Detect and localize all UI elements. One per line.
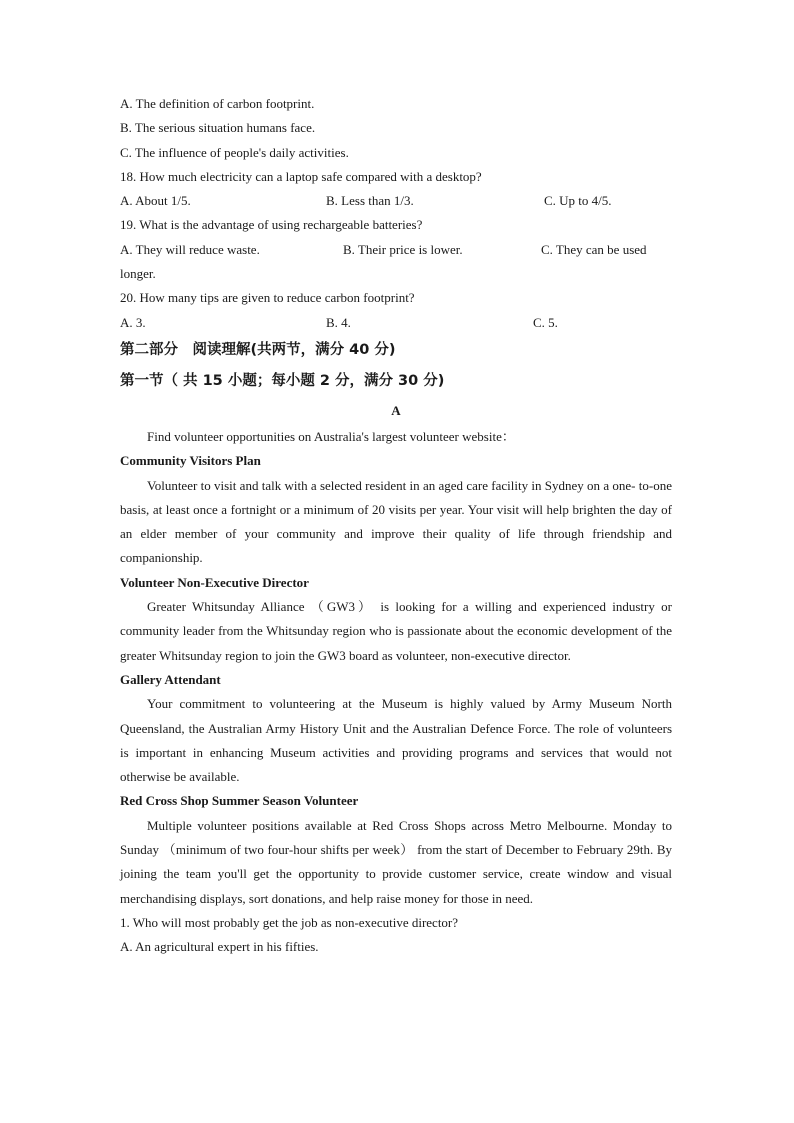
q18-option-b: B. Less than 1/3. <box>326 193 414 209</box>
q19-option-a: A. They will reduce waste. <box>120 241 260 257</box>
item-title-red-cross-shop: Red Cross Shop Summer Season Volunteer <box>120 793 359 809</box>
q17-option-c: C. The influence of people's daily activities. <box>120 144 349 160</box>
document-page <box>120 92 672 960</box>
q18-question: 18. How much electricity can a laptop safe compared with a desktop? <box>120 168 482 184</box>
q19-option-c: C. They can be used <box>541 241 647 257</box>
q19-options <box>120 238 672 262</box>
item-body-community-visitors: Volunteer to visit and talk with a selected resident in an aged care facility in Sydney on a one- to-one basis, at least once a fortnight or a minimum of 20 visits per year. Your visit will help brighten the day of an elder member of your community and improve their quality of life through friendship and companionship. <box>120 477 672 566</box>
item-title-gallery-attendant: Gallery Attendant <box>120 671 221 687</box>
q20-option-c: C. 5. <box>533 314 558 330</box>
q19-question: 19. What is the advantage of using rechargeable batteries? <box>120 217 423 233</box>
item-body-gallery-attendant: Your commitment to volunteering at the Museum is highly valued by Army Museum North Queensland, the Australian Army History Unit and the Australian Defence Force. The role of volunteers is important in enhancing Museum activities and providing programs and services that would not otherwise be available. <box>120 696 672 785</box>
section1-heading: 第一节（ 共 15 小题；每小题 2 分，满分 30 分) <box>120 372 445 389</box>
part2-heading: 第二部分 阅读理解(共两节，满分 40 分) <box>120 341 396 358</box>
q18-option-a: A. About 1/5. <box>120 193 191 209</box>
q19-option-b: B. Their price is lower. <box>343 241 463 257</box>
q17-option-b: B. The serious situation humans face. <box>120 120 316 136</box>
item-title-community-visitors: Community Visitors Plan <box>120 453 261 469</box>
q20-option-b: B. 4. <box>326 314 351 330</box>
q18-options <box>120 189 672 213</box>
q20-question: 20. How many tips are given to reduce carbon footprint? <box>120 290 415 306</box>
q19-option-c-continuation: longer. <box>120 266 156 282</box>
q20-option-a: A. 3. <box>120 314 146 330</box>
q20-options <box>120 311 672 335</box>
q1-question: 1. Who will most probably get the job as non-executive director? <box>120 914 459 930</box>
q18-option-c: C. Up to 4/5. <box>544 193 612 209</box>
item-body-red-cross-shop: Multiple volunteer positions available at Red Cross Shops across Metro Melbourne. Monday to Sunday （minimum of two four-hour shifts per week） from the start of December to February 29th. By joining the team you'll get the opportunity to provide customer service, create window and visual merchandising displays, sort donations, and help raise money for those in need. <box>120 817 672 906</box>
passage-letter: A <box>391 402 401 418</box>
q17-option-a: A. The definition of carbon footprint. <box>120 96 315 111</box>
q1-option-a: A. An agricultural expert in his fifties. <box>120 939 319 955</box>
passage-intro: Find volunteer opportunities on Australia's largest volunteer website： <box>147 428 515 444</box>
item-title-non-executive-director: Volunteer Non-Executive Director <box>120 574 309 590</box>
item-body-non-executive-director: Greater Whitsunday Alliance （GW3） is looking for a willing and experienced industry or community leader from the Whitsunday region who is passionate about the economic development of the greater Whitsunday region to join the GW3 board as volunteer, non-executive director. <box>120 599 672 663</box>
